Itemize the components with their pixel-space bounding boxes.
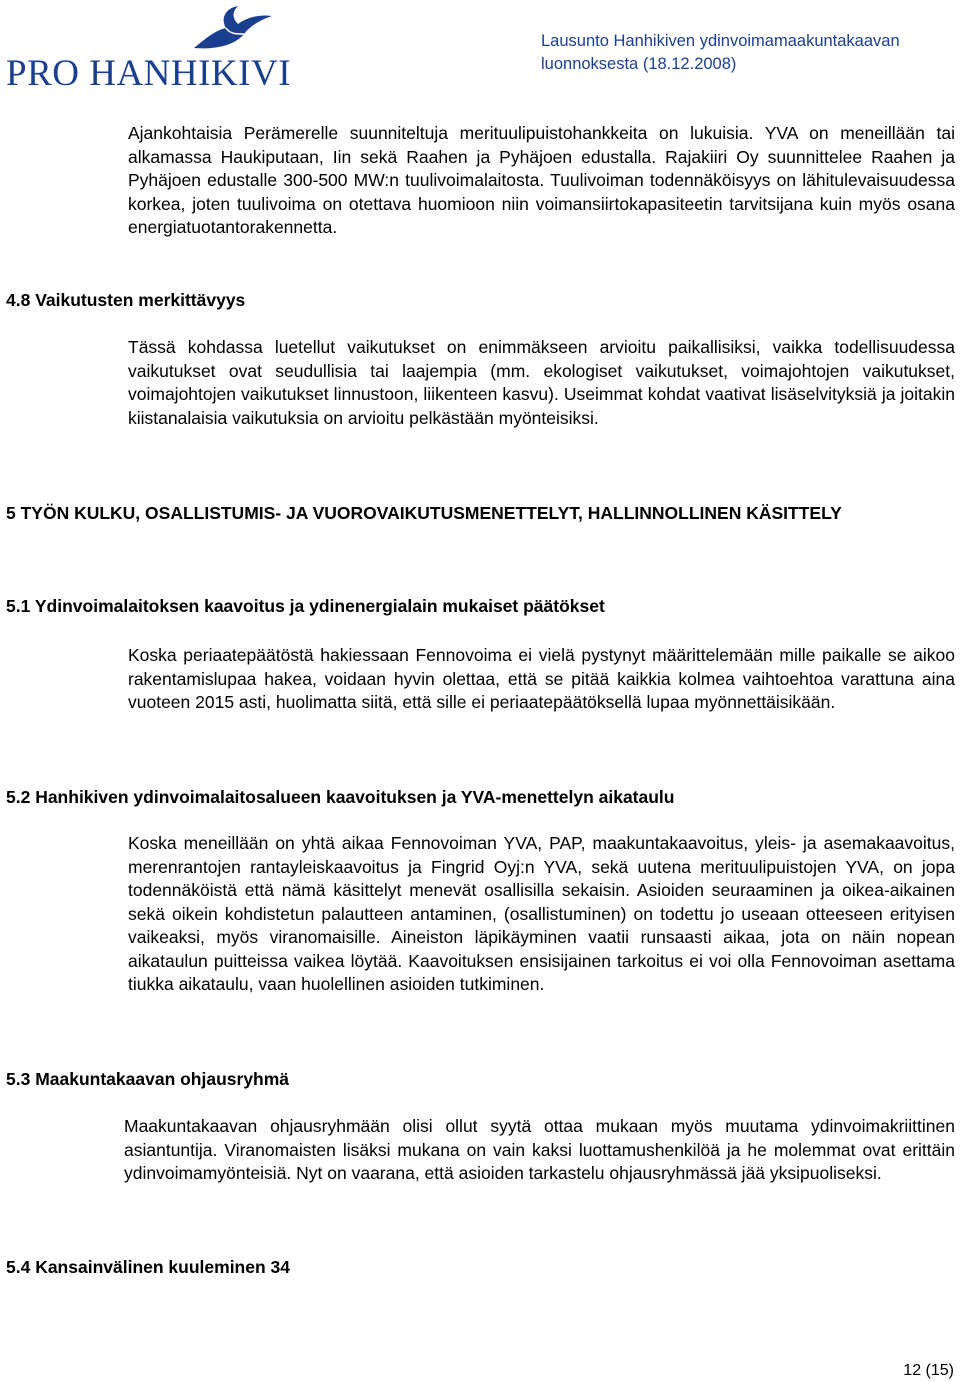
- page-number: 12 (15): [903, 1362, 954, 1379]
- section-5-3-heading: 5.3 Maakuntakaavan ohjausryhmä: [6, 1069, 290, 1089]
- section-5-1-text: Koska periaatepäätöstä hakiessaan Fennovoima ei vielä pystynyt määrittelemään mille paikalle se aikoo rakentamislupaa hakea, voidaan hyvin olettaa, että se pitää kaikkia kolmea vaihtoehtoa varattuna aina vuoteen 2015 asti, huolimatta siitä, että sille ei periaatepäätöksellä lupaa myönnettäisikään.: [128, 645, 955, 712]
- swan-logo-icon: [186, 4, 276, 52]
- section-4-8-text: Tässä kohdassa luetellut vaikutukset on enimmäkseen arvioitu paikallisiksi, vaikka todellisuudessa vaikutukset ovat seudullisia tai laajempia (mm. ekologiset vaikutukset, voimajohtojen vaikutukset, voimajohtojen vaikutukset linnustoon, liikenteen kasvu). Useimmat kohdat vaativat lisäselvityksiä ja joitakin kiistanalaisia vaikutuksia on arvioitu pelkästään myönteisiksi.: [128, 337, 955, 428]
- section-5-4-heading: 5.4 Kansainvälinen kuuleminen 34: [6, 1257, 290, 1277]
- chapter-5-heading: 5 TYÖN KULKU, OSALLISTUMIS- JA VUOROVAIKUTUSMENETTELYT, HALLINNOLLINEN KÄSITTELY: [6, 503, 842, 523]
- section-5-2-heading: 5.2 Hanhikiven ydinvoimalaitosalueen kaavoituksen ja YVA-menettelyn aikataulu: [6, 787, 675, 807]
- section-5-2-text: Koska meneillään on yhtä aikaa Fennovoiman YVA, PAP, maakuntakaavoitus, yleis- ja asemakaavoitus, merenrantojen rantayleiskaavoitus ja Fingrid Oyj:n YVA, sekä uutena merituulipuistojen YVA, on jopa todennäköistä että nämä käsittelyt menevät osallisilla sekaisin. Asioiden seuraaminen ja oikea-aikainen sekä oikein kohdistetun palautteen antaminen, (osallistuminen) on todettu jo useaan otteeseen erityisen vaikeaksi, myös viranomaisille. Aineiston läpikäyminen vaatii runsaasti aikaa, jota on näin nopean aikataulun puitteissa vaikea löytää. Kaavoituksen ensisijainen tarkoitus ei voi olla Fennovoiman asettama tiukka aikataulu, vaan huolellinen asioiden tutkiminen.: [128, 833, 955, 994]
- logo-text: PRO HANHIKIVI: [6, 53, 292, 94]
- page-header: [0, 0, 960, 100]
- intro-paragraph: Ajankohtaisia Perämerelle suunniteltuja merituulipuistohankkeita on lukuisia. YVA on meneillään tai alkamassa Haukiputaan, Iin sekä Raahen ja Pyhäjoen edustalla. Rajakiiri Oy suunnittelee Raahen ja Pyhäjoen edustalle 300-500 MW:n tuulivoimalaitosta. Tuulivoiman todennäköisyys on lähitulevaisuudessa korkea, joten tuulivoima on otettava huomioon niin voimansiirtokapasiteetin tarvitsijana kuin myös osana energiatuotantorakennetta.: [128, 123, 955, 237]
- section-4-8-heading: 4.8 Vaikutusten merkittävyys: [6, 290, 246, 310]
- section-5-3-text: Maakuntakaavan ohjausryhmään olisi ollut syytä ottaa mukaan myös muutama ydinvoimakriittinen asiantuntija. Viranomaisten lisäksi mukana on vain kaksi luottamushenkilöä ja he molemmat ovat erittäin ydinvoimamyönteisiä. Nyt on vaarana, että asioiden tarkastelu ohjausryhmässä jää yksipuoliseksi.: [124, 1116, 955, 1183]
- document-title: Lausunto Hanhikiven ydinvoimamaakuntakaavan luonnoksesta (18.12.2008): [541, 32, 900, 73]
- section-5-1-heading: 5.1 Ydinvoimalaitoksen kaavoitus ja ydinenergialain mukaiset päätökset: [6, 596, 605, 616]
- pro-hanhikivi-logo: [6, 4, 306, 94]
